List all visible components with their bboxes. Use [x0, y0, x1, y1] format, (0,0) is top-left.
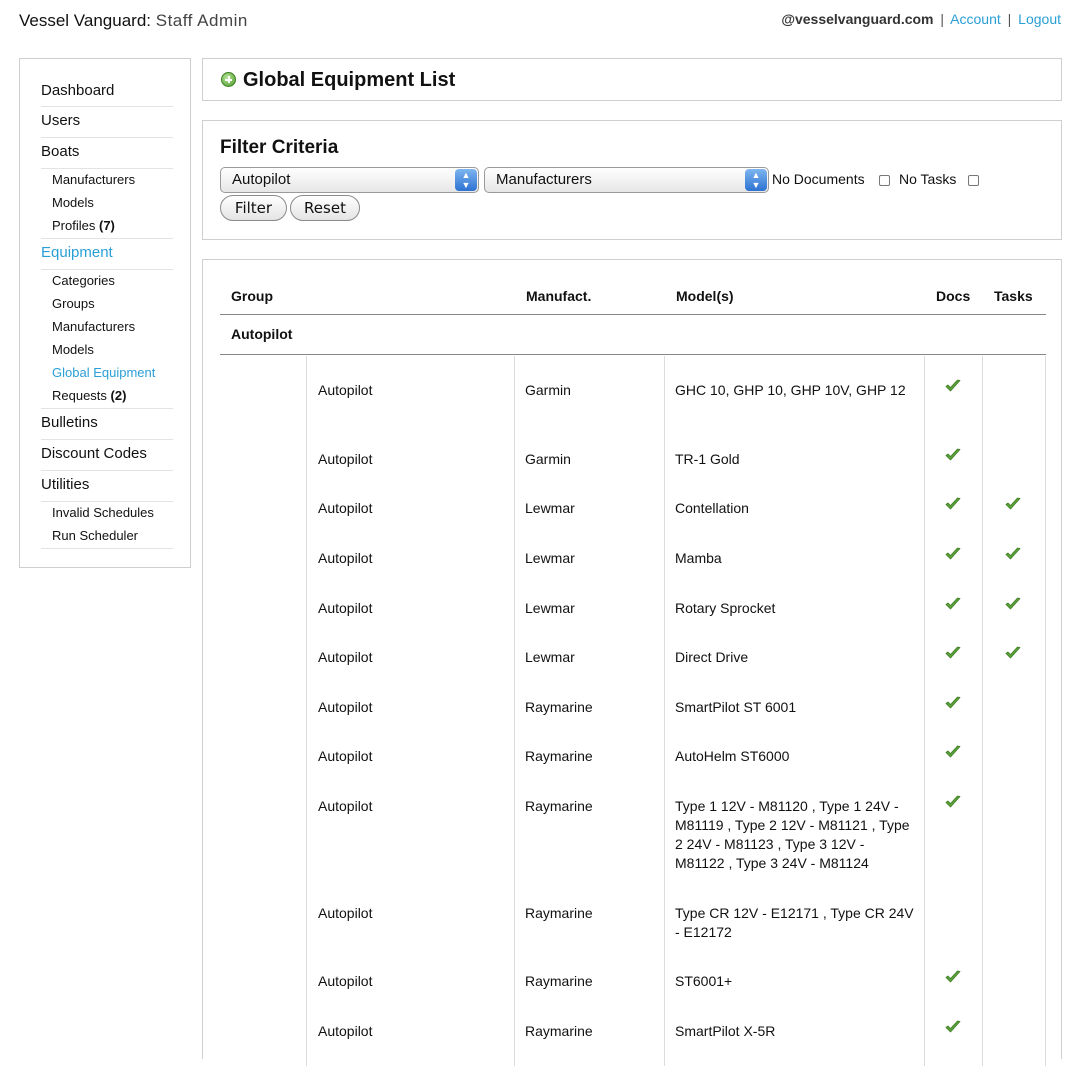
title-panel — [202, 58, 1062, 101]
sidebar-item-bulletins[interactable] — [41, 409, 173, 440]
tasks-check-icon — [1004, 495, 1022, 513]
cell-manufacturer: Raymarine — [525, 748, 593, 764]
brand-name: Vessel Vanguard: — [19, 11, 151, 30]
cell-group: Autopilot — [318, 649, 373, 665]
sidebar-item-label: Manufacturers — [52, 172, 136, 187]
sidebar-item-global-equipment[interactable] — [41, 362, 173, 385]
reset-button[interactable]: Reset — [290, 195, 360, 221]
cell-models: Rotary Sprocket — [675, 600, 776, 616]
no-documents-checkbox[interactable] — [879, 175, 890, 186]
manufacturer-select[interactable] — [484, 167, 769, 193]
sidebar-item-label: Equipment — [41, 244, 113, 261]
sidebar-item-label: Dashboard — [41, 82, 115, 99]
cell-group: Autopilot — [318, 500, 373, 516]
sidebar-nav — [41, 77, 173, 549]
cell-group: Autopilot — [318, 798, 373, 814]
sidebar-item-models[interactable] — [41, 339, 173, 362]
docs-check-icon — [944, 1018, 962, 1036]
group-select-value: Autopilot — [232, 171, 291, 188]
sidebar-item-models[interactable] — [41, 192, 173, 215]
plus-circle-icon[interactable] — [221, 72, 236, 87]
cell-manufacturer: Garmin — [525, 451, 571, 467]
manufacturer-select-value: Manufacturers — [496, 171, 592, 188]
cell-models: Direct Drive — [675, 649, 749, 665]
sidebar-item-label: Groups — [52, 296, 95, 311]
column-divider — [924, 356, 925, 1066]
group-header-label: Autopilot — [231, 326, 293, 342]
cell-manufacturer: Raymarine — [525, 1023, 593, 1039]
tasks-check-icon — [1004, 644, 1022, 662]
sidebar-item-label: Models — [52, 342, 94, 357]
sidebar-item-label: Users — [41, 112, 81, 129]
sidebar-item-profiles[interactable] — [41, 215, 173, 239]
sidebar-item-invalid-schedules[interactable] — [41, 502, 173, 525]
sidebar-item-manufacturers[interactable] — [41, 316, 173, 339]
page-title: Global Equipment List — [243, 69, 456, 91]
cell-group: Autopilot — [318, 699, 373, 715]
column-header-models: Model(s) — [676, 288, 734, 304]
cell-models: SmartPilot ST 6001 — [675, 699, 797, 715]
docs-check-icon — [944, 495, 962, 513]
docs-check-icon — [944, 595, 962, 613]
cell-manufacturer: Raymarine — [525, 905, 593, 921]
cell-manufacturer: Lewmar — [525, 600, 575, 616]
sidebar-item-label: Utilities — [41, 476, 90, 493]
sidebar-item-manufacturers[interactable] — [41, 169, 173, 192]
cell-group: Autopilot — [318, 905, 373, 921]
cell-models: AutoHelm ST6000 — [675, 748, 790, 764]
sidebar-item-users[interactable] — [41, 107, 173, 138]
sidebar-item-label: Bulletins — [41, 414, 98, 431]
tasks-check-icon — [1004, 595, 1022, 613]
docs-check-icon — [944, 644, 962, 662]
cell-group: Autopilot — [318, 451, 373, 467]
column-divider — [514, 356, 515, 1066]
cell-manufacturer: Raymarine — [525, 699, 593, 715]
brand-subtitle: Staff Admin — [155, 11, 248, 30]
filter-button[interactable]: Filter — [220, 195, 287, 221]
sidebar-item-label: Profiles — [52, 218, 96, 233]
cell-manufacturer: Raymarine — [525, 798, 593, 814]
column-divider — [982, 356, 983, 1066]
cell-models: TR-1 Gold — [675, 451, 740, 467]
docs-check-icon — [944, 743, 962, 761]
user-links — [781, 11, 1061, 27]
cell-manufacturer: Lewmar — [525, 500, 575, 516]
sidebar-item-discount-codes[interactable] — [41, 440, 173, 471]
sidebar-item-utilities[interactable] — [41, 471, 173, 502]
sidebar-item-run-scheduler[interactable] — [41, 525, 173, 549]
cell-models: Type CR 12V - E12171 , Type CR 24V - E12172 — [675, 905, 914, 940]
sidebar — [19, 58, 191, 568]
sidebar-item-label: Global Equipment — [52, 365, 156, 380]
separator: | — [940, 11, 945, 27]
no-tasks-checkbox[interactable] — [968, 175, 979, 186]
select-arrows-icon: ▲ ▼ — [455, 169, 477, 191]
account-link[interactable]: Account — [950, 11, 1001, 27]
cell-manufacturer: Raymarine — [525, 973, 593, 989]
docs-check-icon — [944, 793, 962, 811]
sidebar-item-count: (2) — [110, 388, 127, 403]
column-header-docs: Docs — [936, 288, 971, 304]
column-divider — [664, 356, 665, 1066]
app-title — [19, 11, 248, 31]
sidebar-item-groups[interactable] — [41, 293, 173, 316]
user-domain: @vesselvanguard.com — [781, 11, 934, 27]
group-select[interactable] — [220, 167, 479, 193]
cell-group: Autopilot — [318, 973, 373, 989]
cell-manufacturer: Lewmar — [525, 550, 575, 566]
sidebar-item-label: Invalid Schedules — [52, 505, 154, 520]
filter-panel — [202, 120, 1062, 240]
sidebar-item-label: Models — [52, 195, 94, 210]
cell-models: Mamba — [675, 550, 722, 566]
top-bar — [0, 0, 1092, 44]
cell-group: Autopilot — [318, 1023, 373, 1039]
select-arrows-icon: ▲ ▼ — [745, 169, 767, 191]
cell-models: Contellation — [675, 500, 749, 516]
table-header — [220, 286, 1046, 315]
column-header-group: Group — [231, 288, 273, 304]
sidebar-item-label: Requests — [52, 388, 107, 403]
sidebar-item-label: Manufacturers — [52, 319, 136, 334]
sidebar-item-label: Boats — [41, 143, 80, 160]
sidebar-item-label: Run Scheduler — [52, 528, 138, 543]
cell-group: Autopilot — [318, 748, 373, 764]
sidebar-item-label: Categories — [52, 273, 115, 288]
tasks-check-icon — [1004, 545, 1022, 563]
sidebar-item-requests[interactable] — [41, 385, 173, 409]
column-header-tasks: Tasks — [994, 288, 1033, 304]
equipment-table-panel — [202, 259, 1062, 1059]
no-tasks-label: No Tasks — [899, 171, 957, 187]
cell-group: Autopilot — [318, 550, 373, 566]
sidebar-item-boats[interactable] — [41, 138, 173, 169]
docs-check-icon — [944, 694, 962, 712]
sidebar-item-label: Discount Codes — [41, 445, 147, 462]
cell-models: Type 1 12V - M81120 , Type 1 24V - M81119 , Type 2 12V - M81121 , Type 2 24V - M81123 , Type 3 12V - M81122 , Type 3 24V - M81124 — [675, 798, 910, 871]
docs-check-icon — [944, 545, 962, 563]
group-header-row — [220, 315, 1046, 355]
cell-manufacturer: Garmin — [525, 382, 571, 398]
docs-check-icon — [944, 446, 962, 464]
filter-heading: Filter Criteria — [220, 137, 339, 158]
docs-check-icon — [944, 377, 962, 395]
logout-link[interactable]: Logout — [1018, 11, 1061, 27]
sidebar-item-categories[interactable] — [41, 270, 173, 293]
sidebar-item-equipment[interactable] — [41, 239, 173, 270]
sidebar-item-dashboard[interactable] — [41, 77, 173, 107]
cell-models: GHC 10, GHP 10, GHP 10V, GHP 12 — [675, 382, 906, 398]
no-documents-label: No Documents — [772, 171, 865, 187]
cell-models: ST6001+ — [675, 973, 733, 989]
docs-check-icon — [944, 968, 962, 986]
column-header-manufacturer: Manufact. — [526, 288, 592, 304]
cell-group: Autopilot — [318, 382, 373, 398]
cell-group: Autopilot — [318, 600, 373, 616]
cell-manufacturer: Lewmar — [525, 649, 575, 665]
separator: | — [1007, 11, 1012, 27]
sidebar-item-count: (7) — [98, 218, 115, 233]
cell-models: SmartPilot X-5R — [675, 1023, 776, 1039]
